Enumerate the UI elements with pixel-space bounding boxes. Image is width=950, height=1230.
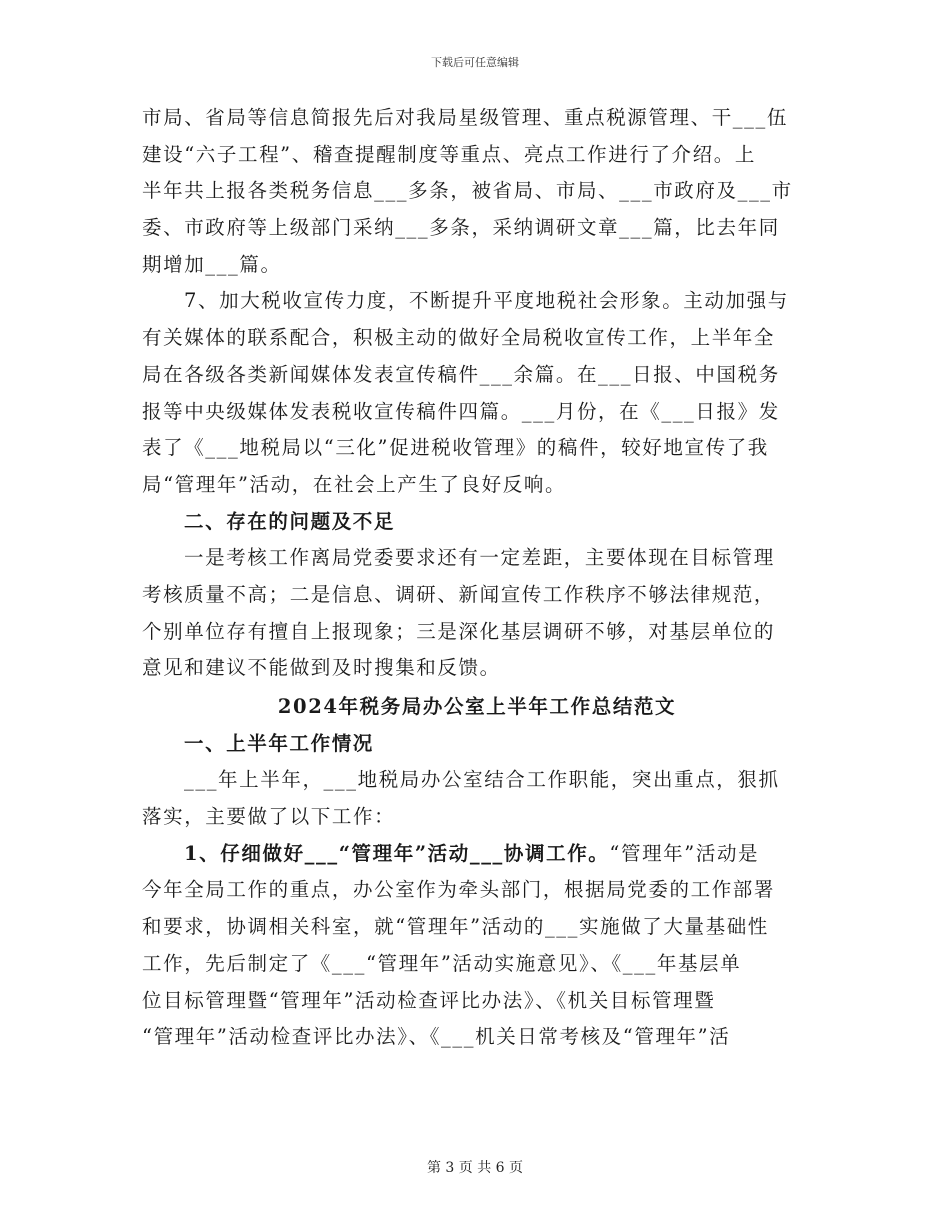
- paragraph-line: 落实，主要做了以下工作：: [142, 805, 396, 829]
- paragraph-line: ___年上半年，___地税局办公室结合工作职能，突出重点，狠抓: [184, 768, 780, 792]
- document-body: [142, 100, 812, 1056]
- paragraph-line: 建设“六子工程”、稽查提醒制度等重点、亮点工作进行了介绍。上: [142, 142, 756, 166]
- section-heading: 二、存在的问题及不足: [184, 509, 396, 533]
- paragraph-line: [142, 836, 812, 873]
- paragraph-line: 报等中央级媒体发表税收宣传稿件四篇。___月份，在《___日报》发: [142, 399, 780, 423]
- paragraph-line: 半年共上报各类税务信息___多条，被省局、市局、___市政府及___市: [142, 179, 793, 203]
- item-lead-phrase: 1、仔细做好___“管理年”活动___协调工作。: [184, 841, 610, 865]
- paragraph-line: 考核质量不高；二是信息、调研、新闻宣传工作秩序不够法律规范，: [142, 582, 776, 606]
- paragraph-line: 工作，先后制定了《___“管理年”活动实施意见》、《___年基层单: [142, 951, 742, 975]
- paragraph-line: 表了《___地税局以“三化”促进税收管理》的稿件，较好地宣传了我: [142, 436, 769, 460]
- section-heading: 一、上半年工作情况: [184, 731, 374, 755]
- paragraph-line: 位目标管理暨“管理年”活动检查评比办法》、《机关目标管理暨: [142, 988, 716, 1012]
- item-body-text: “管理年”活动是: [609, 841, 760, 865]
- page-number-footer: 第 3 页 共 6 页: [426, 1160, 524, 1176]
- paragraph-line: 委、市政府等上级部门采纳___多条，采纳调研文章___篇，比去年同: [142, 216, 780, 240]
- paragraph-line: 一是考核工作离局党委要求还有一定差距，主要体现在目标管理: [184, 546, 775, 570]
- paragraph-line: 局“管理年”活动，在社会上产生了良好反响。: [142, 472, 567, 496]
- paragraph-line: 个别单位存有擅自上报现象；三是深化基层调研不够，对基层单位的: [142, 619, 776, 643]
- page-header-note: 下载后可任意编辑: [431, 56, 519, 69]
- paragraph-line: 有关媒体的联系配合，积极主动的做好全局税收宣传工作，上半年全: [142, 326, 776, 350]
- paragraph-line: 7、加大税收宣传力度，不断提升平度地税社会形象。主动加强与: [184, 289, 789, 313]
- paragraph-line: 和要求，协调相关科室，就“管理年”活动的___实施做了大量基础性: [142, 915, 769, 939]
- paragraph-line: 意见和建议不能做到及时搜集和反馈。: [142, 656, 501, 680]
- paragraph-line: “管理年”活动检查评比办法》、《___机关日常考核及“管理年”活: [142, 1025, 731, 1049]
- paragraph-line: 期增加___篇。: [142, 252, 282, 276]
- paragraph-line: 市局、省局等信息简报先后对我局星级管理、重点税源管理、干___伍: [142, 106, 788, 129]
- paragraph-line: 今年全局工作的重点，办公室作为牵头部门，根据局党委的工作部署: [142, 878, 776, 902]
- document-title: 2024年税务局办公室上半年工作总结范文: [277, 695, 677, 718]
- paragraph-line: 局在各级各类新闻媒体发表宣传稿件___余篇。在___日报、中国税务: [142, 362, 780, 386]
